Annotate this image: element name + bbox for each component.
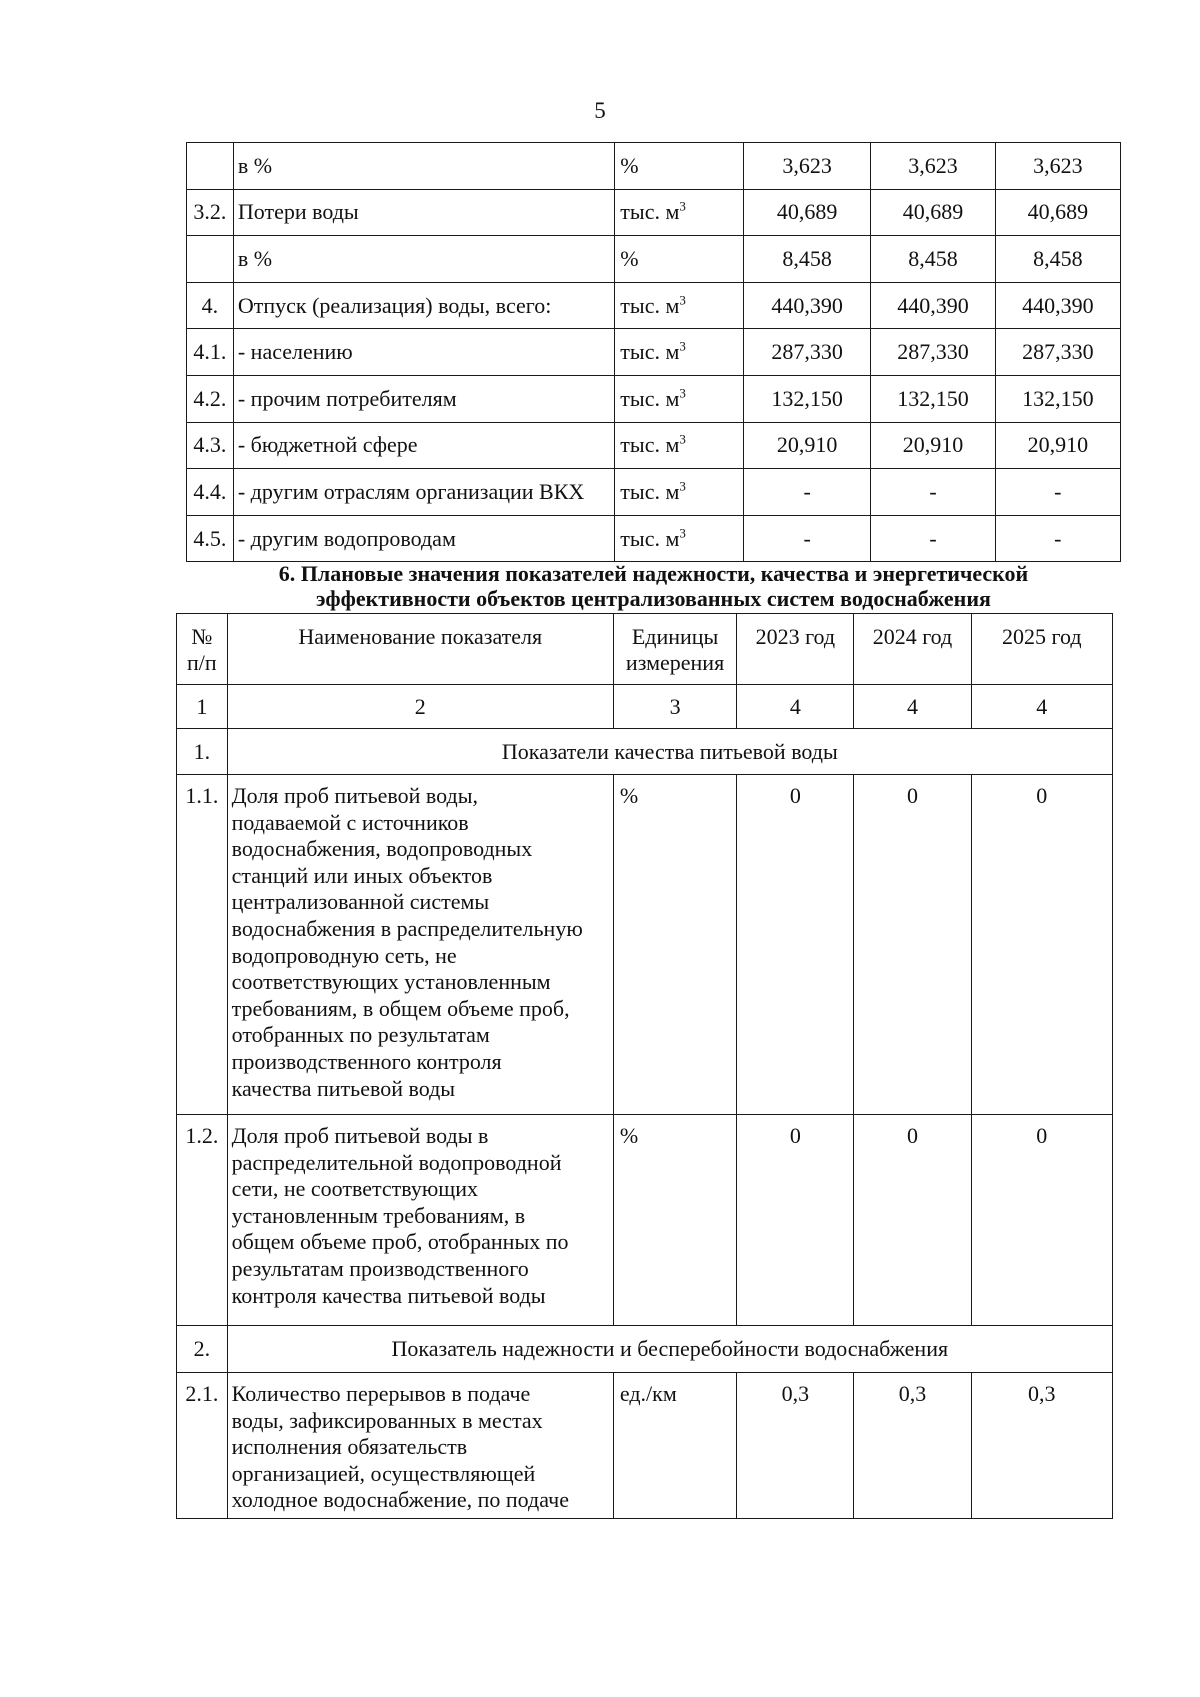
row-1-2 [177,1115,1113,1326]
header-2025: 2025 год [971,614,1112,685]
value-2025: 440,390 [995,282,1120,329]
row-2-1-name [227,1373,613,1519]
value-2025: 0 [971,775,1112,1115]
row-unit: тыс. $м^3$ [615,189,744,236]
table1-row [187,469,1121,516]
value-2025: 3,623 [995,143,1120,190]
water-balance-table [186,142,1121,562]
row-number [187,143,234,190]
section-1-number: 1. [177,729,228,775]
header-name: Наименование показателя [227,614,613,685]
table1-row [187,422,1121,469]
row-1-1 [177,775,1113,1115]
row-2-1 [177,1373,1113,1519]
value-2023: 440,390 [743,282,871,329]
header-num-line2: п/п [186,650,217,675]
row-name: Потери воды [233,189,614,236]
header-2023: 2023 год [737,614,854,685]
value-2023: 20,910 [743,422,871,469]
name-line: воды, зафиксированных в местах [231,1407,543,1433]
unit-superscript: 3 [679,432,686,448]
row-number [187,236,234,283]
section-2-title: Показатель надежности и бесперебойности водоснабжения [227,1326,1112,1373]
row-name: - другим отраслям организации ВКХ [233,469,614,516]
value-2024: 0 [854,775,971,1115]
row-1-1-name [227,775,613,1115]
row-name: - бюджетной сфере [233,422,614,469]
column-number: 4 [737,685,854,729]
header-num [177,614,228,685]
name-line: общем объеме проб, отобранных по [231,1229,569,1255]
indicators-table [176,613,1113,1519]
value-2023: 0,3 [737,1373,854,1519]
unit-superscript: 3 [679,525,686,541]
value-2023: 132,150 [743,375,871,422]
row-name: - населению [233,329,614,376]
row-number: 2.1. [177,1373,228,1519]
column-number: 3 [613,685,736,729]
row-number: 1.2. [177,1115,228,1326]
table1-row [187,189,1121,236]
column-number: 2 [227,685,613,729]
table1-row [187,515,1121,562]
header-2024: 2024 год [854,614,971,685]
value-2024: - [871,515,995,562]
value-2023: 0 [737,1115,854,1326]
value-2024: 40,689 [871,189,995,236]
row-number: 1.1. [177,775,228,1115]
row-number: 4.1. [187,329,234,376]
value-2024: - [871,469,995,516]
value-2025: - [995,515,1120,562]
row-unit: % [615,143,744,190]
header-unit-line1: Единицы [631,624,719,649]
row-name: - другим водопроводам [233,515,614,562]
header-unit [613,614,736,685]
unit-superscript: 3 [679,385,686,401]
value-2025: 132,150 [995,375,1120,422]
row-name: в % [233,143,614,190]
name-line: отобранных по результатам [231,1022,490,1048]
value-2025: 0 [971,1115,1112,1326]
name-line: исполнения обязательств [231,1434,468,1460]
name-line: установленным требованиям, в [231,1202,526,1228]
row-name: Отпуск (реализация) воды, всего: [233,282,614,329]
name-line: водоснабжения, водопроводных [231,836,533,862]
indicators-header-row [177,614,1113,685]
section-6-title-line1: 6. Плановые значения показателей надежности, качества и энергетической [278,561,1029,586]
value-2023: 40,689 [743,189,871,236]
value-2025: 0,3 [971,1373,1112,1519]
name-line: результатам производственного [231,1255,529,1281]
name-line: соответствующих установленным [231,969,551,995]
row-unit: % [613,775,736,1115]
table1-row [187,375,1121,422]
value-2025: 287,330 [995,329,1120,376]
value-2024: 0,3 [854,1373,971,1519]
row-number: 4.2. [187,375,234,422]
row-number: 3.2. [187,189,234,236]
name-line: Количество перерывов в подаче [231,1381,531,1406]
header-unit-line2: измерения [625,650,725,675]
row-number: 4.3. [187,422,234,469]
value-2025: 20,910 [995,422,1120,469]
unit-superscript: 3 [679,292,686,308]
row-unit: ед./км [613,1373,736,1519]
value-2025: - [995,469,1120,516]
name-line: холодное водоснабжение, по подаче [231,1487,569,1513]
section-1-title: Показатели качества питьевой воды [227,729,1112,775]
row-name: - прочим потребителям [233,375,614,422]
value-2024: 8,458 [871,236,995,283]
page-number: 5 [594,98,606,123]
unit-superscript: 3 [679,478,686,494]
row-unit: тыс. $м^3$ [615,375,744,422]
row-unit: тыс. $м^3$ [615,515,744,562]
name-line: водоснабжения в распределительную [231,915,583,941]
value-2024: 287,330 [871,329,995,376]
row-1-2-name [227,1115,613,1326]
row-number: 4.5. [187,515,234,562]
row-unit: % [613,1115,736,1326]
value-2023: 3,623 [743,143,871,190]
column-number: 4 [971,685,1112,729]
section-1-row [177,729,1113,775]
column-number: 4 [854,685,971,729]
row-number: 4. [187,282,234,329]
unit-superscript: 3 [679,199,686,215]
column-number: 1 [177,685,228,729]
section-2-number: 2. [177,1326,228,1373]
name-line: подаваемой с источников [231,809,469,835]
value-2025: 40,689 [995,189,1120,236]
name-line: распределительной водопроводной [231,1149,562,1175]
row-name: в % [233,236,614,283]
table1-row [187,236,1121,283]
section-6-title-line2: эффективности объектов централизованных систем водоснабжения [316,586,991,611]
name-line: организацией, осуществляющей [231,1460,536,1486]
name-line: станций или иных объектов [231,862,493,888]
value-2025: 8,458 [995,236,1120,283]
value-2024: 440,390 [871,282,995,329]
section-2-row [177,1326,1113,1373]
row-unit: % [615,236,744,283]
name-line: Доля проб питьевой воды, [231,783,478,808]
value-2023: 0 [737,775,854,1115]
water-balance-table-body [187,143,1121,562]
row-unit: тыс. $м^3$ [615,422,744,469]
name-line: Доля проб питьевой воды в [231,1123,489,1148]
name-line: водопроводную сеть, не [231,942,457,968]
value-2023: - [743,515,871,562]
name-line: производственного контроля [231,1048,502,1074]
name-line: централизованной системы [231,889,490,915]
row-unit: тыс. $м^3$ [615,282,744,329]
header-num-line1: № [191,624,213,649]
name-line: требованиям, в общем объеме проб, [231,995,570,1021]
name-line: контроля качества питьевой воды [231,1282,546,1308]
value-2024: 0 [854,1115,971,1326]
section-6-title [186,561,1121,611]
name-line: качества питьевой воды [231,1075,456,1101]
row-unit: тыс. $м^3$ [615,469,744,516]
value-2024: 3,623 [871,143,995,190]
name-line: сети, не соответствующих [231,1176,479,1202]
column-numbers-row [177,685,1113,729]
unit-superscript: 3 [679,338,686,354]
row-unit: тыс. $м^3$ [615,329,744,376]
value-2023: 287,330 [743,329,871,376]
table1-row [187,143,1121,190]
row-number: 4.4. [187,469,234,516]
value-2024: 132,150 [871,375,995,422]
table1-row [187,282,1121,329]
table1-row [187,329,1121,376]
value-2023: 8,458 [743,236,871,283]
value-2024: 20,910 [871,422,995,469]
value-2023: - [743,469,871,516]
